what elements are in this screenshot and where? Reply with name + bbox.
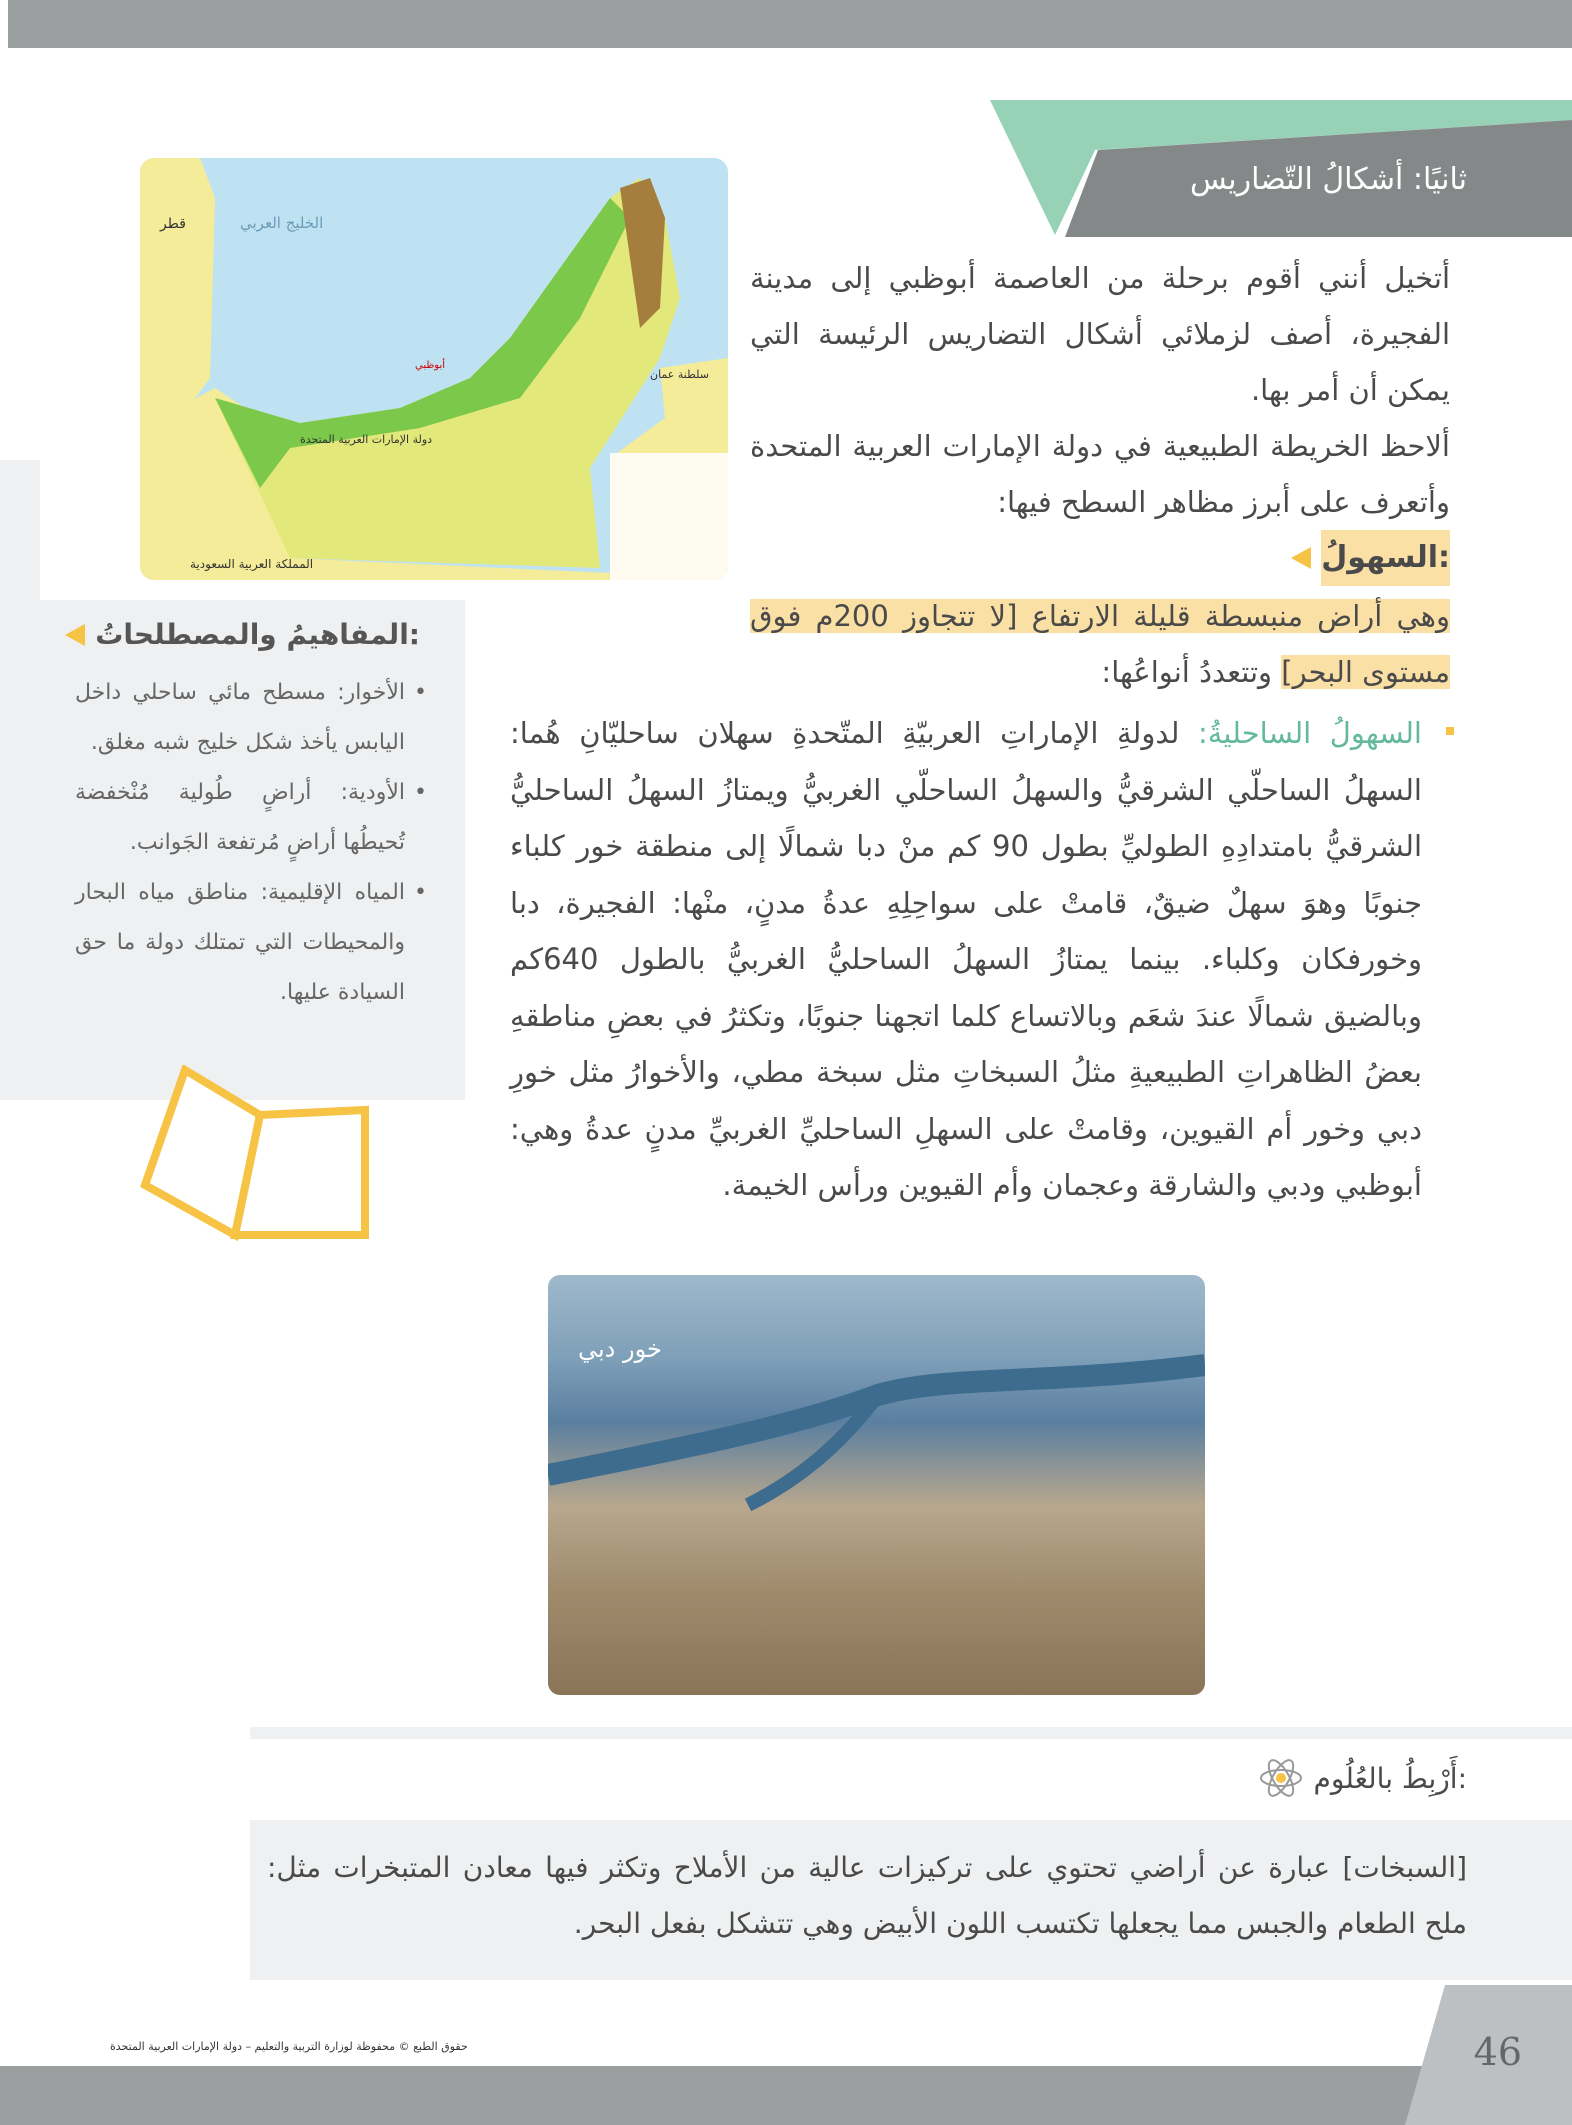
bullet-icon	[1446, 727, 1454, 735]
top-bar	[8, 0, 1572, 48]
copyright: حقوق الطبع © محفوظة لوزارة التربية والتعليم – دولة الإمارات العربية المتحدة	[110, 2040, 468, 2053]
coastal-plains-text: لدولةِ الإماراتِ العربيّةِ المتّحدةِ سهلان ساحليّانِ هُما: السهلُ الساحلّي الشرقيُّ والسهلُ الساحلّي الغربيُّ ويمتازُ السهلُ الساحليُّ الشرقيُّ بامتدادِهِ الطوليِّ بطول 90 كم منْ دبا شمالًا إلى منطقة خور كلباء جنوبًا وهوَ سهلٌ ضيقٌ، قامتْ على سواحِلِهِ عدةُ مدنٍ، منْها: الفجيرة، دبا وخورفكان وكلباء. بينما يمتازُ السهلُ الساحليُّ الغربيُّ بالطول 640كم وبالضيق شمالًا عندَ شعَم وبالاتساع كلما اتجهنا جنوبًا، وتكثرُ في بعضِ مناطقهِ بعضُ الظاهراتِ الطبيعيةِ مثلُ السبخاتِ مثل سبخة مطي، والأخوارُ مثل خورِ دبي وخور أم القيوين، وقامتْ على السهلِ الساحليِّ الغربيِّ مدنٍ عدةُ وهي: أبوظبي ودبي والشارقة وعجمان وأم القيوين ورأس الخيمة.	[510, 716, 1422, 1202]
concepts-title-text: المفاهيمُ والمصطلحاتُ:	[95, 618, 420, 651]
coastal-plains-paragraph	[510, 705, 1422, 1214]
map-label-qatar: قطر	[160, 216, 186, 232]
uae-physical-map	[140, 158, 728, 580]
map-label-saudi: المملكة العربية السعودية	[190, 557, 314, 571]
definition-highlight: وهي أراض منبسطة قليلة الارتفاع [لا تتجاوز 200م فوق مستوى البحر]	[750, 599, 1450, 689]
arrow-icon	[65, 624, 85, 646]
sidebar-strip	[0, 460, 40, 1100]
coastal-plains-label: السهولُ الساحليةُ:	[1198, 716, 1422, 750]
concepts-sidebar	[40, 600, 465, 1100]
page-number: 46	[1473, 2030, 1522, 2074]
open-book-icon	[140, 1065, 375, 1245]
concept-item: • المياه الإقليمية: مناطق مياه البحار والمحيطات التي تمتلك دولة ما حق السيادة عليها.	[75, 868, 405, 1018]
science-heading-text: أَرْبِطُ بالعُلُوم:	[1313, 1761, 1467, 1795]
concepts-list	[75, 668, 405, 1018]
science-text: [السبخات] عبارة عن أراضي تحتوي على تركيزات عالية من الأملاح وتكثر فيها معادن المتبخرات مثل: ملح الطعام والجبس مما يجعلها تكتسب اللون الأبيض وهي تتشكل بفعل البحر.	[267, 1851, 1467, 1940]
atom-icon	[1258, 1755, 1304, 1801]
concept-item: • الأودية: أراضٍ طُولية مُنْخفضة تُحيطُها أراضٍ مُرتفعة الجَوانب.	[75, 768, 405, 868]
concepts-title	[65, 618, 420, 651]
science-link-heading	[1258, 1755, 1467, 1801]
plains-heading-text: السهولُ:	[1321, 530, 1450, 586]
intro-paragraph-1: أتخيل أنني أقوم برحلة من العاصمة أبوظبي إلى مدينة الفجيرة، أصف لزملائي أشكال التضاريس الرئيسة التي يمكن أن أمر بها.	[750, 261, 1450, 407]
map-label-capital: أبوظبي	[415, 360, 446, 371]
intro-paragraph-2: ألاحظ الخريطة الطبيعية في دولة الإمارات العربية المتحدة وأتعرف على أبرز مظاهر السطح فيها:	[750, 429, 1450, 519]
science-box	[250, 1820, 1572, 1980]
arrow-icon	[1291, 547, 1311, 569]
definition-rest: وتتعددُ أنواعُها:	[1101, 655, 1282, 689]
plains-heading	[1291, 530, 1450, 586]
map-label-gulf: الخليج العربي	[240, 214, 324, 232]
map-label-oman: سلطنة عمان	[650, 368, 709, 381]
intro-text	[750, 250, 1450, 530]
divider	[250, 1727, 1572, 1739]
section-title: ثانيًا: أشكالُ التّضاريس	[1190, 162, 1467, 197]
photo-caption: خور دبي	[578, 1335, 662, 1363]
dubai-creek-photo	[548, 1275, 1205, 1695]
footer-bar	[0, 2066, 1572, 2125]
plains-definition	[750, 588, 1450, 700]
map-label-uae: دولة الإمارات العربية المتحدة	[300, 433, 433, 446]
concept-item: • الأخوار: مسطح مائي ساحلي داخل اليابس يأخذ شكل خليج شبه مغلق.	[75, 668, 405, 768]
